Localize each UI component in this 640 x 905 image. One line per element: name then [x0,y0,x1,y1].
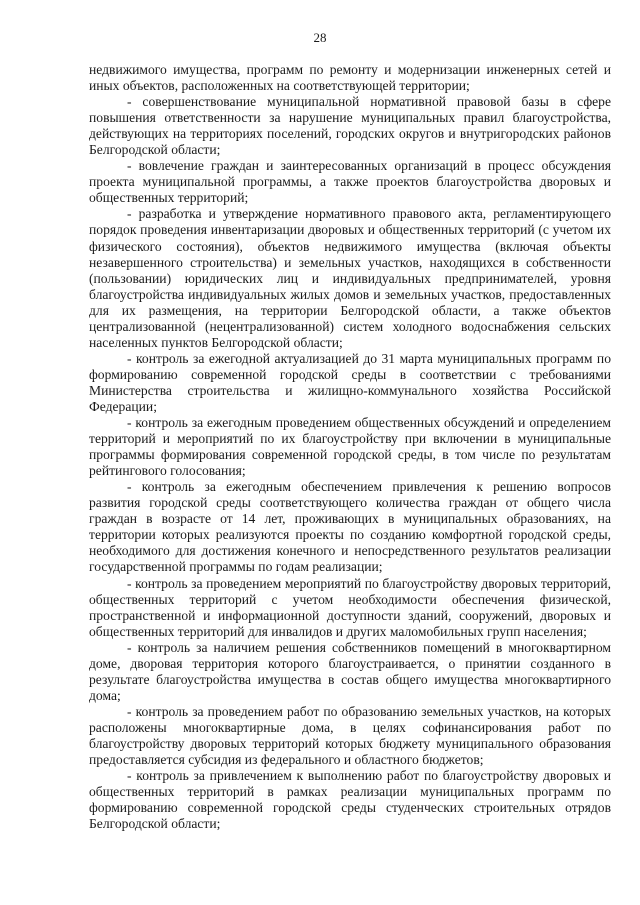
paragraph-9: - контроль за наличием решения собственников помещений в многоквартирном доме, дворовая территория которого благоустраивается, о принятии созданного в результате благоустройства имущества в состав общего имущества многоквартирного дома; [89,639,611,703]
paragraph-10: - контроль за проведением работ по образованию земельных участков, на которых расположены многоквартирные дома, в целях софинансирования работ по благоустройству дворовых территорий которых бюджету муниципального образования предоставляется субсидия из федерального и областного бюджетов; [89,703,611,768]
paragraph-6: - контроль за ежегодным проведением общественных обсуждений и определением территорий и мероприятий по их благоустройству при включении в муниципальные программы формирования современной городской среды, в том числе по результатам рейтингового голосования; [89,415,611,479]
paragraph-2: - совершенствование муниципальной нормативной правовой базы в сфере повышения ответственности за нарушение муниципальных правил благоустройства, действующих на территориях поселений, городских округов и внутригородских районов Белгородской области; [89,94,611,158]
body-text [89,62,611,832]
paragraph-8: - контроль за проведением мероприятий по благоустройству дворовых территорий, общественных территорий с учетом необходимости обеспечения физической, пространственной и информационной доступности зданий, сооружений, дворовых и общественных территорий для инвалидов и других маломобильных групп населения; [89,575,611,639]
paragraph-1: недвижимого имущества, программ по ремонту и модернизации инженерных сетей и иных объектов, расположенных на соответствующей территории; [89,62,611,94]
paragraph-4: - разработка и утверждение нормативного правового акта, регламентирующего порядок проведения инвентаризации дворовых и общественных территорий (с учетом их физического состояния), объектов недвижимого имущества (включая объекты незавершенного строительства) и земельных участков, находящихся в собственности (пользовании) юридических лиц и индивидуальных предпринимателей, уровня благоустройства индивидуальных жилых домов и земельных участков, предоставленных для их размещения, на территории Белгородской области, а также объектов централизованной (нецентрализованной) систем холодного водоснабжения сельских населенных пунктов Белгородской области; [89,206,611,350]
page-number: 28 [313,30,327,45]
paragraph-3: - вовлечение граждан и заинтересованных организаций в процесс обсуждения проекта муниципальной программы, а также проектов благоустройства дворовых и общественных территорий; [89,158,611,206]
paragraph-5: - контроль за ежегодной актуализацией до 31 марта муниципальных программ по формированию современной городской среды в соответствии с требованиями Министерства строительства и жилищно-коммунального хозяйства Российской Федерации; [89,350,611,414]
paragraph-7: - контроль за ежегодным обеспечением привлечения к решению вопросов развития городской среды соответствующего количества граждан от общего числа граждан в возрасте от 14 лет, проживающих в муниципальных образованиях, на территории которых реализуются проекты по созданию комфортной городской среды, необходимого для достижения конечного и непосредственного результатов реализации государственной программы по годам реализации; [89,479,611,575]
paragraph-11: - контроль за привлечением к выполнению работ по благоустройству дворовых и общественных территорий в рамках реализации муниципальных программ по формированию современной городской среды студенческих строительных отрядов Белгородской области; [89,768,611,832]
